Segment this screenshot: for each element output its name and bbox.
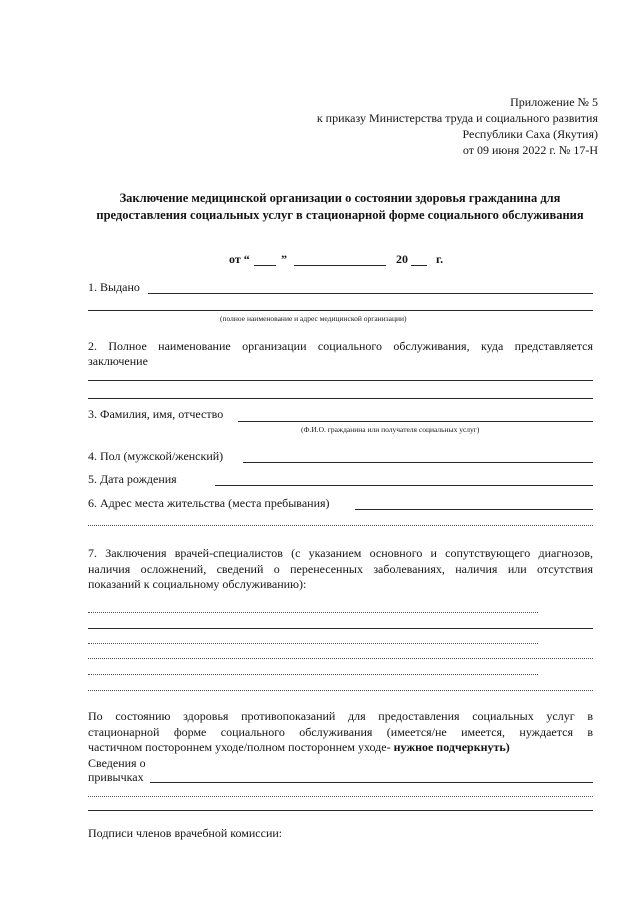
specialists-field-6[interactable] [88, 690, 593, 691]
issued-field[interactable] [148, 293, 593, 294]
specialists-label-end: показаний к социальному обслуживанию): [88, 577, 307, 591]
date-year-suffix: г. [436, 252, 444, 266]
appendix-number: Приложение № 5 [510, 95, 598, 109]
specialists-field-3[interactable] [88, 643, 538, 644]
signatures-label: Подписи членов врачебной комиссии: [88, 826, 283, 840]
specialists-label-cont: наличия осложнений, сведений о перенесенных заболеваниях, наличия или отсутствия [88, 562, 593, 576]
fio-field[interactable] [238, 421, 593, 422]
habits-label-cont: привычках [88, 770, 144, 784]
order-date: от 09 июня 2022 г. № 17-Н [462, 143, 598, 157]
specialists-field-2[interactable] [88, 628, 593, 629]
habits-field-2[interactable] [88, 796, 593, 797]
year-blank[interactable] [411, 265, 427, 266]
habits-field[interactable] [150, 782, 593, 783]
date-year-prefix: 20 [396, 252, 408, 266]
day-blank[interactable] [254, 265, 276, 266]
org-field[interactable] [88, 380, 593, 381]
month-blank[interactable] [294, 265, 386, 266]
birth-label: 5. Дата рождения [88, 472, 177, 486]
conclusion-line1: По состоянию здоровья противопоказаний для предоставления социальных услуг в [88, 709, 593, 723]
org-field-line2[interactable] [88, 398, 593, 399]
date-from: от “ [229, 252, 250, 266]
habits-field-3[interactable] [88, 810, 593, 811]
specialists-field-1[interactable] [88, 612, 538, 613]
org-label: 2. Полное наименование организации социального обслуживания, куда представляется [88, 339, 593, 353]
org-label-cont: заключение [88, 354, 148, 368]
specialists-field-5[interactable] [88, 674, 538, 675]
conclusion-line2: стационарной форме социального обслуживания (имеется/не имеется, нуждается в [88, 725, 593, 739]
fio-label: 3. Фамилия, имя, отчество [88, 407, 224, 421]
conclusion-line3-text: частичном постороннем уходе/полном постороннем уходе- [88, 740, 391, 754]
conclusion-line3 [88, 740, 510, 755]
birth-field[interactable] [215, 485, 593, 486]
sex-label: 4. Пол (мужской/женский) [88, 449, 224, 463]
habits-label: Сведения о [88, 756, 146, 770]
address-field[interactable] [355, 509, 593, 510]
underline-instruction: нужное подчеркнуть) [393, 740, 510, 754]
specialists-label: 7. Заключения врачей-специалистов (с указанием основного и сопутствующего диагнозов, [88, 546, 593, 560]
order-reference: к приказу Министерства труда и социального развития [316, 111, 598, 125]
republic-name: Республики Саха (Якутия) [462, 127, 598, 141]
sex-field[interactable] [243, 462, 593, 463]
specialists-field-4[interactable] [88, 658, 593, 659]
issued-hint: (полное наименование и адрес медицинской организации) [220, 314, 407, 323]
fio-hint: (Ф.И.О. гражданина или получателя социальных услуг) [301, 425, 480, 434]
address-field-line2[interactable] [88, 525, 593, 526]
date-quote-close: ” [281, 252, 287, 266]
address-label: 6. Адрес места жительства (места пребывания) [88, 496, 330, 510]
issued-label: 1. Выдано [88, 280, 140, 294]
issued-field-line2[interactable] [88, 310, 593, 311]
document-title: Заключение медицинской организации о состоянии здоровья гражданина для предоставления социальных услуг в стационарной форме социального обслуживания [96, 191, 584, 222]
